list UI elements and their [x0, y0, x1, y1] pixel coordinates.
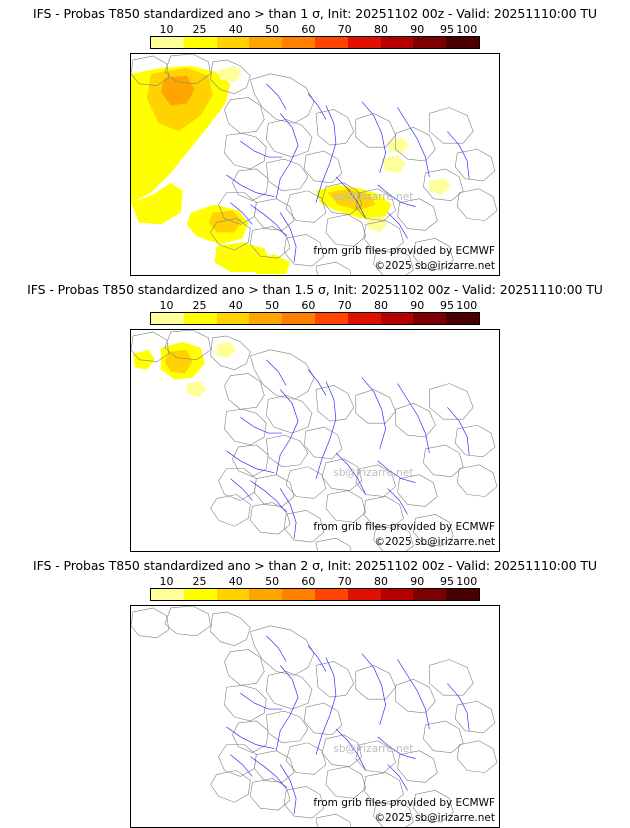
colorbar-tick: 90	[410, 23, 425, 36]
colorbar-2	[150, 299, 480, 325]
map-panel-1	[0, 0, 630, 276]
colorbar-segment	[446, 37, 479, 48]
colorbar-segment	[217, 589, 250, 600]
colorbar-segment	[348, 589, 381, 600]
map-image-2	[130, 329, 500, 552]
colorbar-segment	[413, 313, 446, 324]
rivers-layer	[226, 360, 469, 538]
colorbar-tick: 40	[228, 299, 243, 312]
copyright-credit-1: ©2025 sb@irizarre.net	[374, 260, 495, 272]
colorbar-segment	[446, 313, 479, 324]
colorbar-tick: 100	[456, 23, 478, 36]
colorbar-tick: 95	[440, 23, 454, 36]
colorbar-tick: 80	[374, 575, 388, 588]
colorbar-tick: 80	[374, 299, 388, 312]
colorbar-tick: 50	[265, 575, 280, 588]
colorbar-segment	[348, 313, 381, 324]
colorbar-tick: 10	[159, 23, 174, 36]
panel-title-1: IFS - Probas T850 standardized ano > than 1 σ, Init: 20251102 00z - Valid: 20251110:00 TU	[33, 6, 597, 21]
colorbar-labels-1	[150, 23, 480, 36]
colorbar-segment	[249, 589, 282, 600]
colorbar-tick: 90	[410, 299, 425, 312]
colorbar-gradient-2	[150, 312, 480, 325]
colorbar-tick: 60	[301, 575, 316, 588]
colorbar-tick: 70	[337, 575, 352, 588]
colorbar-tick: 40	[228, 23, 243, 36]
colorbar-segment	[315, 589, 348, 600]
colorbar-tick: 100	[456, 299, 478, 312]
colorbar-segment	[413, 37, 446, 48]
colorbar-segment	[151, 37, 184, 48]
map-image-3	[130, 605, 500, 828]
colorbar-tick: 95	[440, 299, 454, 312]
colorbar-segment	[413, 589, 446, 600]
rivers-layer	[226, 636, 469, 814]
colorbar-segment	[381, 37, 414, 48]
map-graphic-3	[131, 606, 499, 827]
map-graphic-1	[131, 54, 499, 275]
watermark-1: sb@irizarre.net	[333, 191, 414, 204]
grib-credit-3: from grib files provided by ECMWF	[313, 797, 495, 809]
map-panel-3	[0, 552, 630, 828]
map-image-1	[130, 53, 500, 276]
colorbar-labels-3	[150, 575, 480, 588]
map-graphic-2	[131, 330, 499, 551]
panel-title-2: IFS - Probas T850 standardized ano > than 1.5 σ, Init: 20251102 00z - Valid: 20251110:00 TU	[27, 282, 603, 297]
colorbar-tick: 25	[192, 575, 207, 588]
colorbar-segment	[151, 313, 184, 324]
map-panel-2	[0, 276, 630, 552]
colorbar-tick: 50	[265, 299, 280, 312]
colorbar-tick: 10	[159, 299, 174, 312]
colorbar-tick: 95	[440, 575, 454, 588]
colorbar-segment	[315, 37, 348, 48]
colorbar-3	[150, 575, 480, 601]
coastline-and-borders-layer	[131, 606, 497, 827]
colorbar-segment	[282, 313, 315, 324]
colorbar-segment	[348, 37, 381, 48]
grib-credit-1: from grib files provided by ECMWF	[313, 245, 495, 257]
watermark-3: sb@irizarre.net	[333, 743, 414, 756]
colorbar-tick: 25	[192, 23, 207, 36]
colorbar-segment	[282, 37, 315, 48]
colorbar-tick: 60	[301, 299, 316, 312]
grib-credit-2: from grib files provided by ECMWF	[313, 521, 495, 533]
colorbar-tick: 70	[337, 23, 352, 36]
colorbar-tick: 10	[159, 575, 174, 588]
copyright-credit-3: ©2025 sb@irizarre.net	[374, 812, 495, 824]
colorbar-segment	[381, 589, 414, 600]
colorbar-segment	[315, 313, 348, 324]
colorbar-tick: 90	[410, 575, 425, 588]
colorbar-segment	[184, 313, 217, 324]
colorbar-segment	[249, 313, 282, 324]
colorbar-tick: 70	[337, 299, 352, 312]
colorbar-segment	[217, 313, 250, 324]
colorbar-tick: 60	[301, 23, 316, 36]
colorbar-segment	[282, 589, 315, 600]
colorbar-segment	[151, 589, 184, 600]
colorbar-tick: 100	[456, 575, 478, 588]
colorbar-segment	[184, 37, 217, 48]
colorbar-tick: 80	[374, 23, 388, 36]
panel-title-3: IFS - Probas T850 standardized ano > than 2 σ, Init: 20251102 00z - Valid: 20251110:00 TU	[33, 558, 597, 573]
colorbar-tick: 40	[228, 575, 243, 588]
colorbar-gradient-1	[150, 36, 480, 49]
colorbar-segment	[217, 37, 250, 48]
colorbar-segment	[184, 589, 217, 600]
colorbar-segment	[249, 37, 282, 48]
colorbar-tick: 25	[192, 299, 207, 312]
colorbar-segment	[446, 589, 479, 600]
rivers-layer	[226, 84, 469, 262]
probability-shading-layer	[133, 342, 236, 397]
copyright-credit-2: ©2025 sb@irizarre.net	[374, 536, 495, 548]
colorbar-1	[150, 23, 480, 49]
colorbar-tick: 50	[265, 23, 280, 36]
colorbar-segment	[381, 313, 414, 324]
watermark-2: sb@irizarre.net	[333, 467, 414, 480]
colorbar-gradient-3	[150, 588, 480, 601]
colorbar-labels-2	[150, 299, 480, 312]
